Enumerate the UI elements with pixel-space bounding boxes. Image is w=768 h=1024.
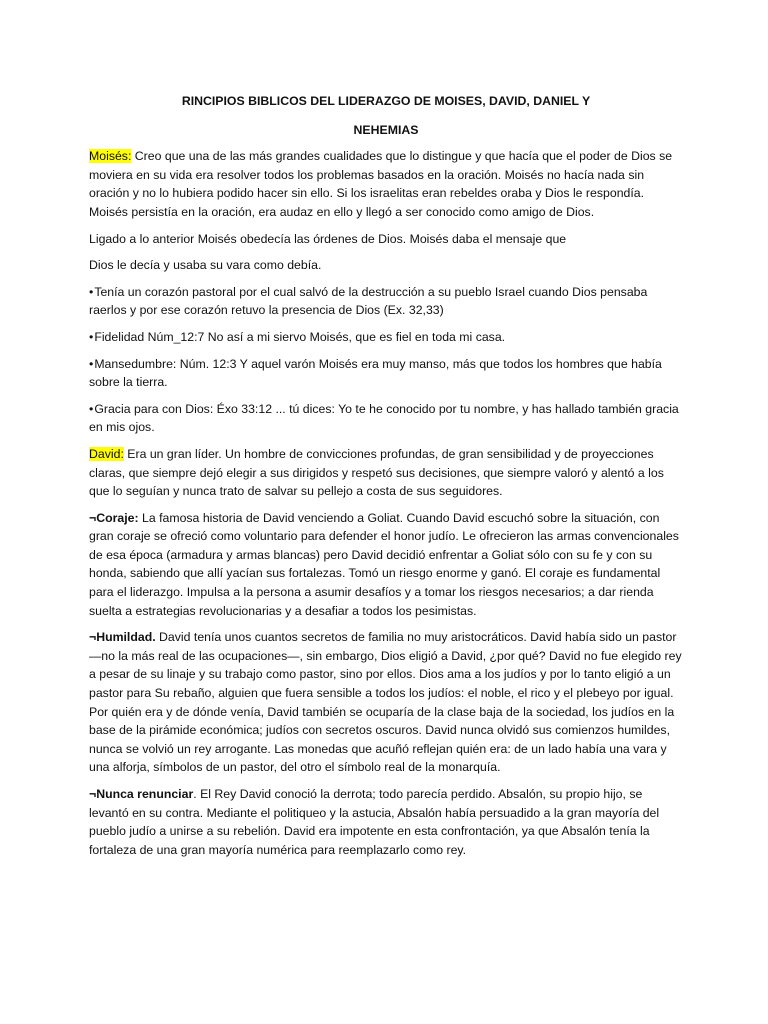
document-title-line-1: RINCIPIOS BIBLICOS DEL LIDERAZGO DE MOISES, DAVID, DANIEL Y [181, 94, 591, 108]
bullet-item-gracia [89, 400, 683, 437]
bullet-text: Fidelidad Núm_12:7 No así a mi siervo Moisés, que es fiel en toda mi casa. [94, 329, 506, 344]
coraje-label: Coraje: [96, 510, 139, 525]
humildad-paragraph [89, 628, 683, 777]
bullet-icon: • [89, 284, 94, 299]
coraje-paragraph [89, 509, 683, 621]
negation-icon: ¬ [89, 787, 97, 801]
bullet-item-fidelidad [89, 328, 683, 347]
document-body [89, 92, 683, 867]
nunca-renunciar-text: . El Rey David conoció la derrota; todo parecía perdido. Absalón, su propio hijo, se levantó en su contra. Mediante el politiqueo y la astucia, Absalón había persuadido a la gran mayoría del pueblo judío a unirse a su rebelión. David era impotente en esta confrontación, ya que Absalón tenía la fortaleza de una gran mayoría numérica para reemplazarlo como rey. [89, 787, 660, 857]
bullet-icon: • [89, 356, 94, 371]
nunca-renunciar-label: Nunca renunciar [96, 787, 194, 801]
david-text: Era un gran líder. Un hombre de convicciones profundas, de gran sensibilidad y de proyecciones claras, que siempre dejó elegir a sus dirigidos y respetó sus decisiones, que siempre valoró y alentó a los que lo seguían y nunca trato de salvar su pellejo a costa de sus seguidores. [89, 446, 664, 499]
bullet-text: Gracia para con Dios: Éxo 33:12 ... tú dices: Yo te he conocido por tu nombre, y has hallado también gracia en mis ojos. [89, 401, 679, 435]
dios-decia-paragraph: Dios le decía y usaba su vara como debía. [89, 258, 322, 273]
moises-paragraph [89, 147, 683, 221]
bullet-text: Mansedumbre: Núm. 12:3 Y aquel varón Moisés era muy manso, más que todos los hombres que había sobre la tierra. [89, 356, 662, 390]
moises-label: Moisés: [89, 149, 132, 164]
negation-icon: ¬ [89, 630, 97, 645]
bullet-item-corazon [89, 283, 683, 320]
nunca-renunciar-paragraph [89, 785, 683, 859]
coraje-text: La famosa historia de David venciendo a Goliat. Cuando David escuchó sobre la situación, con gran coraje se ofreció como voluntario para defender el honor judío. Le ofrecieron las armas convencionales de esa época (armadura y armas blancas) pero David decidió enfrentar a Goliat sólo con su fe y con su honda, sabiendo que allí yacían sus fortalezas. Tomó un riesgo enorme y ganó. El coraje es fundamental para el liderazgo. Impulsa a la persona a asumir desafíos y a tomar los riesgos necesarios; a dar rienda suelta a estrategias revolucionarias y a desafiar a todos los pesimistas. [89, 510, 679, 618]
humildad-label: Humildad. [96, 630, 156, 645]
moises-text: Creo que una de las más grandes cualidades que lo distingue y que hacía que el poder de Dios se moviera en su vida era resolver todos los problemas basados en la oración. Moisés no hacía nada sin oración y no lo hubiera podido hacer sin ello. Si los israelitas eran rebeldes oraba y Dios le respondía. Moisés persistía en la oración, era audaz en ello y llegó a ser conocido como amigo de Dios. [89, 149, 673, 219]
bullet-text: Tenía un corazón pastoral por el cual salvó de la destrucción a su pueblo Israel cuando Dios pensaba raerlos y por ese corazón retuvo la presencia de Dios (Ex. 32,33) [89, 284, 648, 318]
bullet-icon: • [89, 401, 94, 416]
negation-icon: ¬ [89, 510, 97, 525]
ligado-paragraph: Ligado a lo anterior Moisés obedecía las órdenes de Dios. Moisés daba el mensaje que [89, 231, 567, 246]
david-paragraph [89, 445, 683, 501]
bullet-icon: • [89, 329, 94, 344]
bullet-item-mansedumbre [89, 355, 683, 392]
david-label: David: [89, 446, 124, 461]
document-title-line-2: NEHEMIAS [353, 122, 419, 137]
humildad-text: David tenía unos cuantos secretos de familia no muy aristocráticos. David había sido un pastor —no la más real de las ocupaciones—, sin embargo, Dios eligió a David, ¿por qué? David no fue elegido rey a pesar de su linaje y su trabajo como pastor, sino por ellos. Dios ama a los judíos y por lo tanto eligió a un pastor para Su rebaño, alguien que fuera sensible a todos los judíos: el noble, el rico y el plebeyo por igual. Por quién era y de dónde venía, David también se ocuparía de la clase baja de la sociedad, los judíos en la base de la pirámide económica; judíos con secretos oscuros. David nunca olvidó sus comienzos humildes, nunca se volvió un rey arrogante. Las monedas que acuñó reflejan quién era: de un lado había una vara y una alforja, símbolos de un pastor, del otro el símbolo real de la monarquía. [89, 630, 682, 775]
